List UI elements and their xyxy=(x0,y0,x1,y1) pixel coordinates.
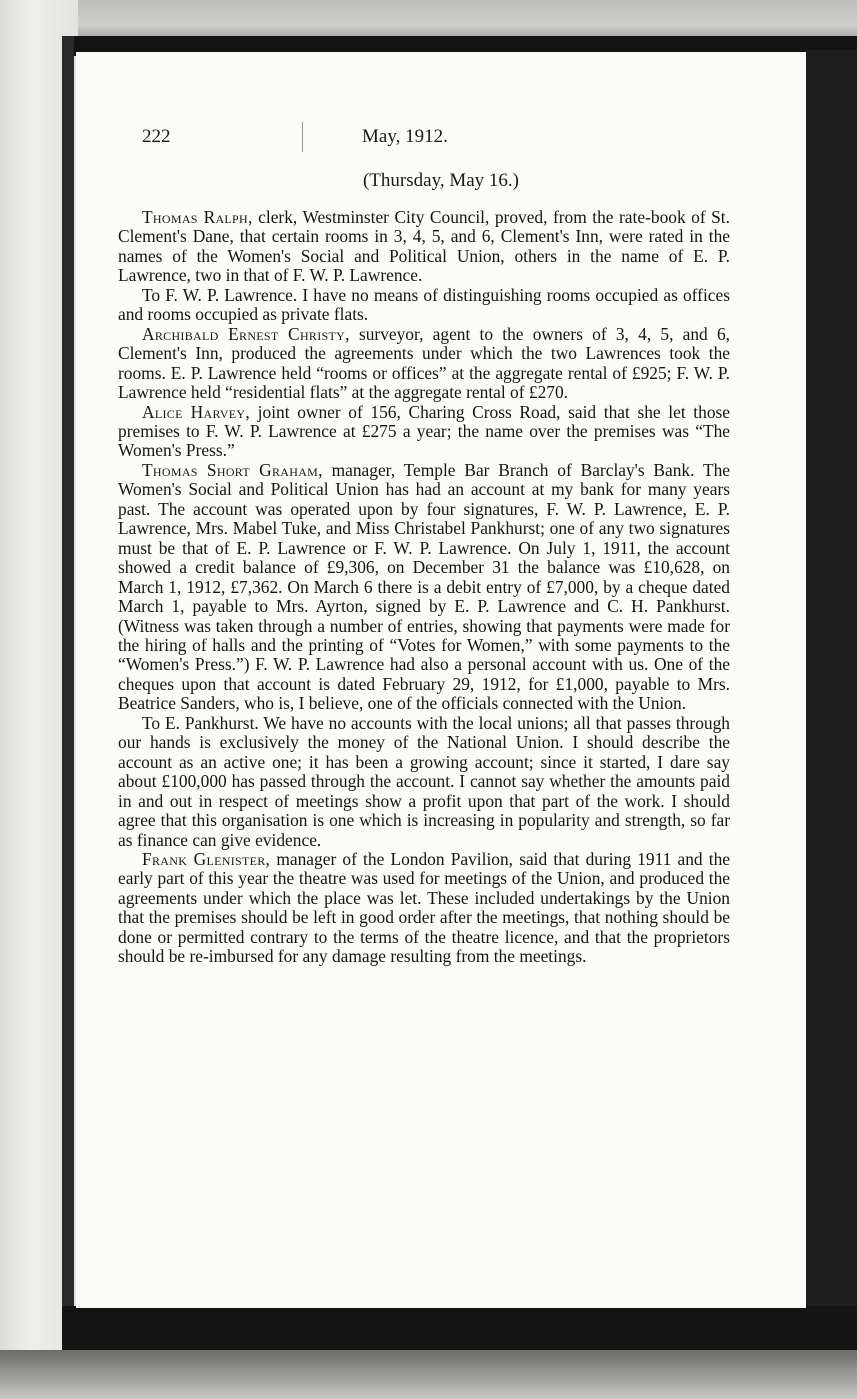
witness-name: Alice Harvey, xyxy=(142,401,251,422)
binding-edge-right xyxy=(806,50,857,1340)
paragraph-frank-glenister xyxy=(118,850,730,967)
paragraph-archibald-christy xyxy=(118,325,730,403)
body-text xyxy=(118,208,730,967)
scan-background-bottom xyxy=(0,1350,857,1399)
paragraph-thomas-graham xyxy=(118,461,730,714)
paragraph-cross-examination-pankhurst xyxy=(118,714,730,850)
binding-edge-bottom xyxy=(62,1306,857,1356)
paragraph-text: clerk, Westminster City Council, proved, from the rate-book of St. Clement's Dane, that certain rooms in 3, 4, 5, and 6, Clement's Inn, were rated in the names of the Women's Social and Political Union, others in the name of E. P. Lawrence, two in that of F. W. P. Lawrence. xyxy=(118,207,730,286)
paragraph-text: To F. W. P. Lawrence. I have no means of distinguishing rooms occupied as offices and rooms occupied as private flats. xyxy=(118,284,730,325)
witness-name: Archibald Ernest Christy, xyxy=(142,323,350,344)
running-head: May, 1912. xyxy=(362,126,448,147)
paragraph-text: manager, Temple Bar Branch of Barclay's Bank. The Women's Social and Political Union has had an account at my bank for many years past. The account was operated upon by four signatures, F. W. P. Lawrence, E. P. Lawrence, Mrs. Mabel Tuke, and Miss Christabel Pankhurst; one of any two signatures must be that of E. P. Lawrence or F. W. P. Lawrence. On July 1, 1911, the account showed a credit balance of £9,306, on December 31 the balance was £10,628, on March 1, 1912, £7,362. On March 6 there is a debit entry of £7,000, by a cheque dated March 1, payable to Mrs. Ayrton, signed by E. P. Lawrence and C. H. Pankhurst. (Witness was taken through a number of entries, showing that payments were made for the hiring of halls and the printing of “Votes for Women,” with some payments to the “Women's Press.”) F. W. P. Lawrence had also a personal account with us. One of the cheques upon that account is dated February 29, 1912, for £1,000, payable to Mrs. Beatrice Sanders, who is, I believe, one of the officials connected with the Union. xyxy=(118,459,730,714)
book-page xyxy=(76,52,806,1308)
page-header xyxy=(142,126,702,154)
header-divider xyxy=(302,122,303,152)
binding-edge-left xyxy=(62,36,74,1376)
witness-name: Frank Glenister, xyxy=(142,848,271,869)
paragraph-alice-harvey xyxy=(118,403,730,461)
paragraph-text: surveyor, agent to the owners of 3, 4, 5, and 6, Clement's Inn, produced the agreements under which the two Lawrences took the rooms. E. P. Lawrence held “rooms or offices” at the aggregate rental of £925; F. W. P. Lawrence held “residential flats” at the aggregate rental of £270. xyxy=(118,323,730,403)
witness-name: Thomas Ralph, xyxy=(142,207,253,227)
paragraph-thomas-ralph xyxy=(118,208,730,286)
paragraph-text: To E. Pankhurst. We have no accounts with the local unions; all that passes through our hands is exclusively the money of the National Union. I should describe the account as an active one; it has been a growing account; since it started, I dare say about £100,000 has passed through the account. I cannot say whether the amounts paid in and out in respect of meetings show a profit upon that part of the work. I should agree that this organisation is one which is increasing in popularity and strength, so far as finance can give evidence. xyxy=(118,712,730,850)
paragraph-text: manager of the London Pavilion, said that during 1911 and the early part of this year the theatre was used for meetings of the Union, and produced the agreements under which the place was let. These included undertakings by the Union that the premises should be left in good order after the meetings, that nothing should be done or permitted contrary to the terms of the theatre licence, and that the proprietors should be re-imbursed for any damage resulting from the meetings. xyxy=(118,848,730,967)
page-number: 222 xyxy=(142,126,171,147)
witness-name: Thomas Short Graham, xyxy=(142,459,323,480)
dateline: (Thursday, May 16.) xyxy=(362,170,519,191)
paragraph-cross-examination-lawrence xyxy=(118,286,730,325)
paragraph-text: joint owner of 156, Charing Cross Road, said that she let those premises to F. W. P. Lawrence at £275 a year; the name over the premises was “The Women's Press.” xyxy=(118,401,731,461)
